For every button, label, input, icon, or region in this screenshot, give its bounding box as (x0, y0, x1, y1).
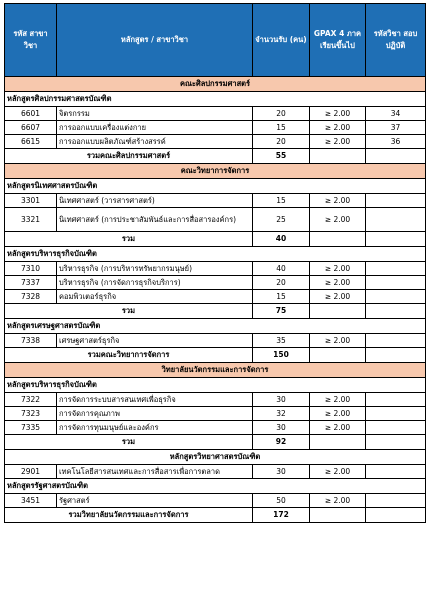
program-sum-label: รวม (5, 232, 253, 247)
faculty-total-value: 150 (253, 348, 310, 363)
table-row (5, 465, 426, 479)
admission-table-container (4, 3, 425, 523)
faculty-row (5, 363, 426, 378)
header-code: รหัส สาขาวิชา (5, 4, 57, 77)
table-row (5, 334, 426, 348)
cell-test (366, 334, 426, 348)
cell-code: 7322 (5, 393, 57, 407)
program-sum-value: 92 (253, 435, 310, 450)
cell-gpax: ≥ 2.00 (310, 334, 366, 348)
program-sum-value: 75 (253, 304, 310, 319)
cell-code: 7337 (5, 276, 57, 290)
cell-seats: 35 (253, 334, 310, 348)
cell-name: การออกแบบเครื่องแต่งกาย (57, 121, 253, 135)
cell-code: 3301 (5, 194, 57, 208)
cell-test (366, 290, 426, 304)
header-seats: จำนวนรับ (คน) (253, 4, 310, 77)
faculty-total-row (5, 348, 426, 363)
cell-code: 3451 (5, 494, 57, 508)
cell-code: 7338 (5, 334, 57, 348)
cell-gpax: ≥ 2.00 (310, 421, 366, 435)
cell-test: 34 (366, 107, 426, 121)
cell-gpax: ≥ 2.00 (310, 407, 366, 421)
empty-cell (366, 508, 426, 523)
faculty-total-value: 55 (253, 149, 310, 164)
program-row (5, 92, 426, 107)
cell-test (366, 494, 426, 508)
cell-code: 7335 (5, 421, 57, 435)
empty-cell (310, 348, 366, 363)
cell-code: 7323 (5, 407, 57, 421)
cell-code: 7328 (5, 290, 57, 304)
program-title: หลักสูตรบริหารธุรกิจบัณฑิต (5, 378, 426, 393)
cell-name: นิเทศศาสตร์ (วารสารศาสตร์) (57, 194, 253, 208)
table-row (5, 262, 426, 276)
header-test: รหัสวิชา สอบปฏิบัติ (366, 4, 426, 77)
cell-name: บริหารธุรกิจ (การจัดการธุรกิจบริการ) (57, 276, 253, 290)
cell-seats: 40 (253, 262, 310, 276)
table-row (5, 407, 426, 421)
program-row (5, 450, 426, 465)
table-row (5, 421, 426, 435)
header-program: หลักสูตร / สาขาวิชา (57, 4, 253, 77)
empty-cell (366, 232, 426, 247)
cell-name: การจัดการคุณภาพ (57, 407, 253, 421)
program-row (5, 319, 426, 334)
cell-code: 6607 (5, 121, 57, 135)
table-row (5, 121, 426, 135)
cell-gpax: ≥ 2.00 (310, 194, 366, 208)
program-sum-label: รวม (5, 435, 253, 450)
empty-cell (310, 232, 366, 247)
program-row (5, 378, 426, 393)
cell-gpax: ≥ 2.00 (310, 465, 366, 479)
empty-cell (366, 348, 426, 363)
program-sum-value: 40 (253, 232, 310, 247)
program-row (5, 179, 426, 194)
cell-gpax: ≥ 2.00 (310, 262, 366, 276)
cell-gpax: ≥ 2.00 (310, 290, 366, 304)
faculty-row (5, 164, 426, 179)
faculty-total-label: รวมคณะวิทยาการจัดการ (5, 348, 253, 363)
cell-test (366, 407, 426, 421)
cell-seats: 30 (253, 465, 310, 479)
empty-cell (310, 304, 366, 319)
cell-test (366, 393, 426, 407)
cell-name: คอมพิวเตอร์ธุรกิจ (57, 290, 253, 304)
empty-cell (366, 304, 426, 319)
faculty-title: วิทยาลัยนวัตกรรมและการจัดการ (5, 363, 426, 378)
program-title: หลักสูตรรัฐศาสตรบัณฑิต (5, 479, 426, 494)
cell-seats: 20 (253, 107, 310, 121)
cell-gpax: ≥ 2.00 (310, 276, 366, 290)
cell-name: การจัดการทุนมนุษย์และองค์กร (57, 421, 253, 435)
faculty-total-label: รวมคณะศิลปกรรมศาสตร์ (5, 149, 253, 164)
faculty-total-row (5, 508, 426, 523)
cell-seats: 50 (253, 494, 310, 508)
table-row (5, 276, 426, 290)
cell-seats: 30 (253, 421, 310, 435)
header-gpax: GPAX 4 ภาค เรียนขึ้นไป (310, 4, 366, 77)
cell-name: บริหารธุรกิจ (การบริหารทรัพยากรมนุษย์) (57, 262, 253, 276)
faculty-total-value: 172 (253, 508, 310, 523)
table-row (5, 290, 426, 304)
faculty-total-row (5, 149, 426, 164)
empty-cell (366, 149, 426, 164)
faculty-row (5, 77, 426, 92)
cell-name: รัฐศาสตร์ (57, 494, 253, 508)
cell-code: 6601 (5, 107, 57, 121)
cell-code: 3321 (5, 208, 57, 232)
cell-name: นิเทศศาสตร์ (การประชาสัมพันธ์และการสื่อสารองค์กร) (57, 208, 253, 232)
cell-seats: 15 (253, 121, 310, 135)
cell-test (366, 262, 426, 276)
table-row (5, 208, 426, 232)
cell-test (366, 276, 426, 290)
program-sum-row (5, 232, 426, 247)
empty-cell (310, 149, 366, 164)
cell-gpax: ≥ 2.00 (310, 135, 366, 149)
cell-name: การจัดการระบบสารสนเทศเพื่อธุรกิจ (57, 393, 253, 407)
cell-test (366, 465, 426, 479)
faculty-title: คณะศิลปกรรมศาสตร์ (5, 77, 426, 92)
table-row (5, 107, 426, 121)
cell-name: เทคโนโลยีสารสนเทศและการสื่อสารเพื่อการตลาด (57, 465, 253, 479)
table-row (5, 393, 426, 407)
cell-test: 37 (366, 121, 426, 135)
program-title: หลักสูตรเศรษฐศาสตรบัณฑิต (5, 319, 426, 334)
cell-test (366, 208, 426, 232)
cell-gpax: ≥ 2.00 (310, 121, 366, 135)
cell-code: 7310 (5, 262, 57, 276)
program-row (5, 479, 426, 494)
empty-cell (310, 435, 366, 450)
program-row (5, 247, 426, 262)
cell-gpax: ≥ 2.00 (310, 107, 366, 121)
program-title: หลักสูตรนิเทศศาสตรบัณฑิต (5, 179, 426, 194)
cell-name: จิตรกรรม (57, 107, 253, 121)
cell-code: 2901 (5, 465, 57, 479)
cell-gpax: ≥ 2.00 (310, 494, 366, 508)
program-title: หลักสูตรบริหารธุรกิจบัณฑิต (5, 247, 426, 262)
table-row (5, 135, 426, 149)
cell-name: การออกแบบผลิตภัณฑ์สร้างสรรค์ (57, 135, 253, 149)
header-row (5, 4, 426, 77)
cell-test (366, 194, 426, 208)
table-row (5, 494, 426, 508)
cell-seats: 15 (253, 290, 310, 304)
cell-seats: 20 (253, 135, 310, 149)
cell-test (366, 421, 426, 435)
empty-cell (366, 435, 426, 450)
cell-test: 36 (366, 135, 426, 149)
faculty-total-label: รวมวิทยาลัยนวัตกรรมและการจัดการ (5, 508, 253, 523)
cell-gpax: ≥ 2.00 (310, 208, 366, 232)
program-sum-label: รวม (5, 304, 253, 319)
admission-table (4, 3, 426, 523)
cell-seats: 25 (253, 208, 310, 232)
program-sum-row (5, 435, 426, 450)
cell-gpax: ≥ 2.00 (310, 393, 366, 407)
cell-seats: 20 (253, 276, 310, 290)
cell-seats: 32 (253, 407, 310, 421)
faculty-title: คณะวิทยาการจัดการ (5, 164, 426, 179)
cell-code: 6615 (5, 135, 57, 149)
program-title: หลักสูตรศิลปกรรมศาสตรบัณฑิต (5, 92, 426, 107)
cell-name: เศรษฐศาสตร์ธุรกิจ (57, 334, 253, 348)
program-sum-row (5, 304, 426, 319)
cell-seats: 15 (253, 194, 310, 208)
cell-seats: 30 (253, 393, 310, 407)
empty-cell (310, 508, 366, 523)
program-title: หลักสูตรวิทยาศาสตรบัณฑิต (5, 450, 426, 465)
table-row (5, 194, 426, 208)
